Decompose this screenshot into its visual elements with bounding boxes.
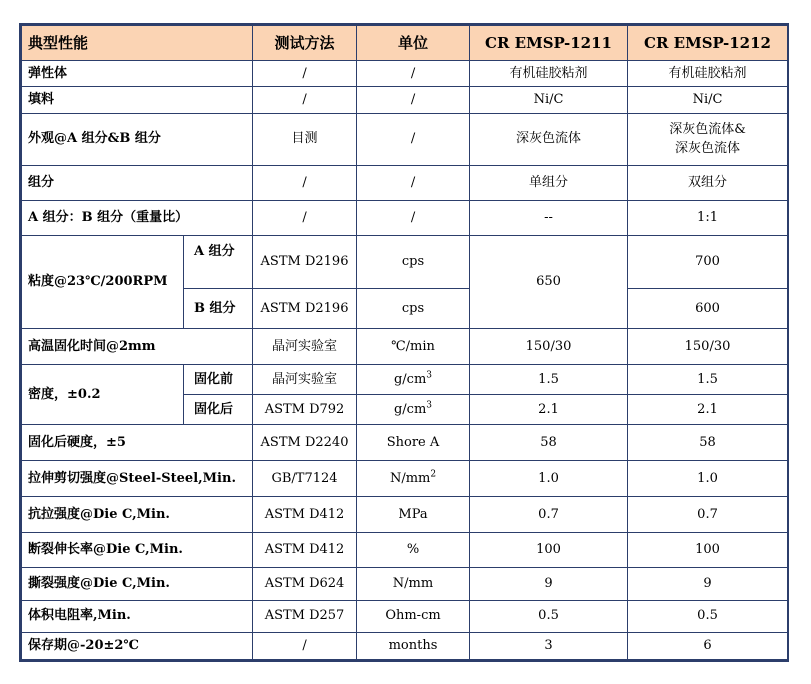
row-value-b: Ni/C xyxy=(628,87,788,113)
properties-table xyxy=(21,25,788,660)
row-label: 断裂伸长率@Die C,Min. xyxy=(22,533,253,568)
table-row xyxy=(22,87,788,113)
header-method: 测试方法 xyxy=(253,26,357,61)
table-row xyxy=(22,328,788,364)
row-unit: Shore A xyxy=(357,425,470,460)
row-value-b: 700 xyxy=(628,236,788,288)
row-value-b: 0.5 xyxy=(628,600,788,632)
row-value-a: 深灰色流体 xyxy=(470,113,628,165)
row-method: / xyxy=(253,87,357,113)
row-method: 目测 xyxy=(253,113,357,165)
header-unit: 单位 xyxy=(357,26,470,61)
row-unit xyxy=(357,395,470,425)
table-row xyxy=(22,201,788,236)
row-method: GB/T7124 xyxy=(253,460,357,496)
row-unit: Ohm-cm xyxy=(357,600,470,632)
row-method: / xyxy=(253,61,357,87)
row-value-a: 650 xyxy=(470,236,628,329)
row-method: ASTM D2196 xyxy=(253,236,357,288)
row-value-a: 1.0 xyxy=(470,460,628,496)
row-value-b: 1:1 xyxy=(628,201,788,236)
row-unit: / xyxy=(357,61,470,87)
row-value-a: 100 xyxy=(470,533,628,568)
table-row xyxy=(22,365,788,395)
unit-superscript: 3 xyxy=(426,400,433,411)
row-value-b: 1.0 xyxy=(628,460,788,496)
row-unit: months xyxy=(357,632,470,659)
row-unit: / xyxy=(357,87,470,113)
row-label: 拉伸剪切强度@Steel-Steel,Min. xyxy=(22,460,253,496)
row-unit xyxy=(357,460,470,496)
row-method: ASTM D2240 xyxy=(253,425,357,460)
row-value-a: 单组分 xyxy=(470,165,628,200)
row-unit: % xyxy=(357,533,470,568)
row-label: 保存期@-20±2℃ xyxy=(22,632,253,659)
row-value-a: 有机硅胶粘剂 xyxy=(470,61,628,87)
row-value-b-line1: 深灰色流体& xyxy=(669,121,746,137)
row-label: 体积电阻率,Min. xyxy=(22,600,253,632)
table-row xyxy=(22,236,788,288)
table-row xyxy=(22,165,788,200)
row-value-a: 58 xyxy=(470,425,628,460)
table-row xyxy=(22,600,788,632)
row-value-b: 有机硅胶粘剂 xyxy=(628,61,788,87)
row-unit: MPa xyxy=(357,496,470,532)
row-value-b: 9 xyxy=(628,568,788,600)
row-method: 晶河实验室 xyxy=(253,365,357,395)
row-method: ASTM D412 xyxy=(253,533,357,568)
header-product-b: CR EMSP-1212 xyxy=(628,26,788,61)
row-value-b: 双组分 xyxy=(628,165,788,200)
row-value-b xyxy=(628,113,788,165)
row-value-b: 2.1 xyxy=(628,395,788,425)
row-value-a: 9 xyxy=(470,568,628,600)
row-value-a: 0.5 xyxy=(470,600,628,632)
row-label: 撕裂强度@Die C,Min. xyxy=(22,568,253,600)
row-sublabel: B 组分 xyxy=(184,288,253,328)
row-label: 外观@A 组分&B 组分 xyxy=(22,113,253,165)
table-row xyxy=(22,113,788,165)
row-unit: / xyxy=(357,201,470,236)
row-label: A 组分：B 组分（重量比） xyxy=(22,201,253,236)
row-value-b: 100 xyxy=(628,533,788,568)
table-row xyxy=(22,425,788,460)
row-label: 粘度@23℃/200RPM xyxy=(22,236,184,329)
row-value-a: 150/30 xyxy=(470,328,628,364)
row-value-b: 150/30 xyxy=(628,328,788,364)
table-row xyxy=(22,496,788,532)
table-row xyxy=(22,632,788,659)
row-sublabel: 固化前 xyxy=(184,365,253,395)
row-label: 抗拉强度@Die C,Min. xyxy=(22,496,253,532)
header-product-a: CR EMSP-1211 xyxy=(470,26,628,61)
header-property: 典型性能 xyxy=(22,26,253,61)
row-method: ASTM D412 xyxy=(253,496,357,532)
table-row xyxy=(22,568,788,600)
row-value-a: 1.5 xyxy=(470,365,628,395)
row-label: 组分 xyxy=(22,165,253,200)
table-header-row xyxy=(22,26,788,61)
unit-superscript: 2 xyxy=(430,469,437,480)
row-unit: cps xyxy=(357,288,470,328)
row-value-a: -- xyxy=(470,201,628,236)
row-sublabel: A 组分 xyxy=(184,236,253,288)
row-value-a: 3 xyxy=(470,632,628,659)
unit-base: g/cm xyxy=(393,371,427,387)
row-method: / xyxy=(253,165,357,200)
row-method: ASTM D792 xyxy=(253,395,357,425)
table-row xyxy=(22,533,788,568)
row-value-b: 1.5 xyxy=(628,365,788,395)
row-value-b: 6 xyxy=(628,632,788,659)
row-value-b: 600 xyxy=(628,288,788,328)
row-unit: cps xyxy=(357,236,470,288)
row-label: 高温固化时间@2mm xyxy=(22,328,253,364)
row-method: 晶河实验室 xyxy=(253,328,357,364)
unit-base: g/cm xyxy=(393,402,427,418)
row-label: 填料 xyxy=(22,87,253,113)
row-value-a: 2.1 xyxy=(470,395,628,425)
row-unit: / xyxy=(357,113,470,165)
row-label: 固化后硬度，±5 xyxy=(22,425,253,460)
row-value-b: 58 xyxy=(628,425,788,460)
row-value-a: 0.7 xyxy=(470,496,628,532)
row-value-b-line2: 深灰色流体 xyxy=(675,141,741,157)
row-unit xyxy=(357,365,470,395)
row-method: ASTM D257 xyxy=(253,600,357,632)
unit-base: N/mm xyxy=(389,470,431,486)
table-row xyxy=(22,61,788,87)
table-row xyxy=(22,460,788,496)
row-value-a: Ni/C xyxy=(470,87,628,113)
row-method: ASTM D624 xyxy=(253,568,357,600)
row-sublabel: 固化后 xyxy=(184,395,253,425)
unit-superscript: 3 xyxy=(426,370,433,381)
row-value-b: 0.7 xyxy=(628,496,788,532)
row-method: ASTM D2196 xyxy=(253,288,357,328)
row-label: 密度，±0.2 xyxy=(22,365,184,425)
row-method: / xyxy=(253,632,357,659)
row-unit: / xyxy=(357,165,470,200)
row-unit: N/mm xyxy=(357,568,470,600)
row-method: / xyxy=(253,201,357,236)
row-label: 弹性体 xyxy=(22,61,253,87)
row-unit: ℃/min xyxy=(357,328,470,364)
